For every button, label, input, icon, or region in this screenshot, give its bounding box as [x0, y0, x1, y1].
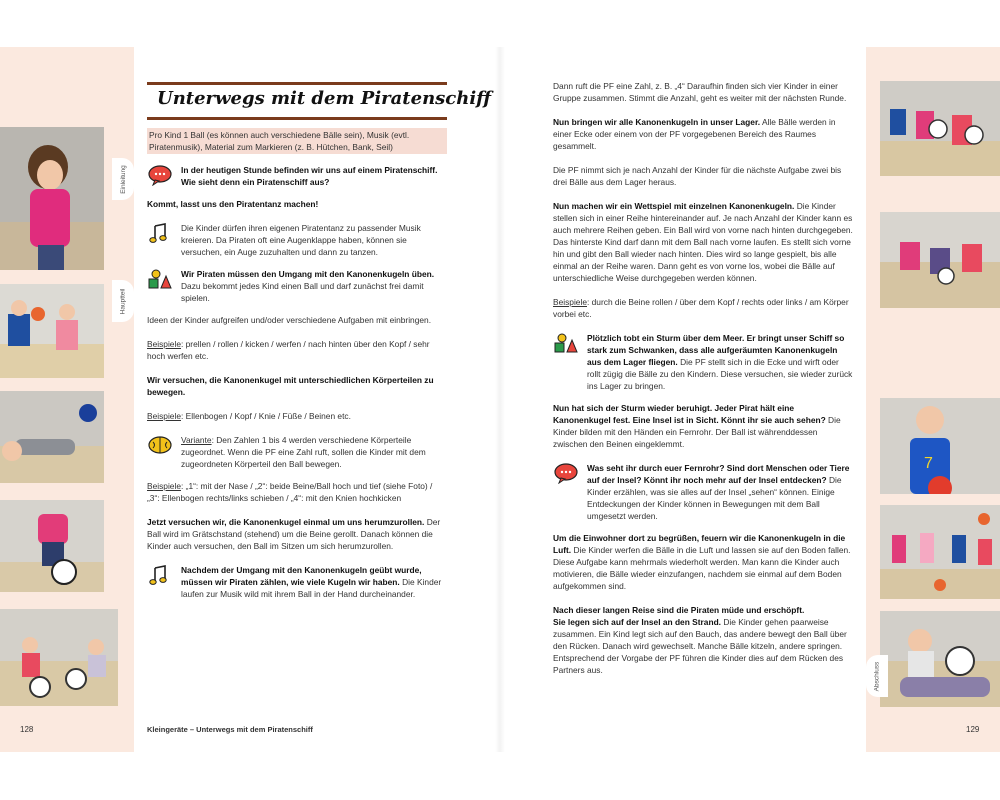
examples-right: Beispiele: durch die Beine rollen / über dem Kopf / rechts oder links / am Körper vorbei etc.: [553, 297, 849, 319]
body-parts-heading: Wir versuchen, die Kanonenkugel mit unterschiedlichen Körperteilen zu bewegen.: [147, 375, 434, 397]
storm-block: [553, 332, 853, 392]
roll-paragraph: Jetzt versuchen wir, die Kanonenkugel einmal um uns herumzurollen. Der Ball wird im Grätschstand (stehend) um die Beine gerollt. Danach können die Kinder auch versuchen, den Ball im Sitzen um sich herumzurollen.: [147, 517, 441, 551]
examples-3: Beispiele: „1“: mit der Nase / „2“: beide Beine/Ball hoch und tief (siehe Foto) / „3“: Ellenbogen rechts/links schieben / „4“: mit den Knien hochkicken: [147, 481, 433, 503]
calm-paragraph: Nun hat sich der Sturm wieder beruhigt. Jeder Pirat hält eine Kanonenkugel fest. Eine Insel ist in Sicht. Könnt ihr sie auch sehen? Die Kinder bilden mit den Händen ein Fernrohr. Der Ball ist währenddessen zwischen den Beinen eingeklemmt.: [553, 403, 841, 449]
dance-heading: Kommt, lasst uns den Piratentanz machen!: [147, 199, 319, 209]
photo-girl-covering-eye: [0, 127, 104, 270]
cannon-block: [147, 268, 447, 304]
dance-block: [147, 222, 447, 258]
see-text: Was seht ihr durch euer Fernrohr? Sind dort Menschen oder Tiere auf der Insel? Könnt ihr noch mehr auf der Insel entdecken? Die Kinder erzählen, was sie alles auf der Insel „sehen“ können. Einige Entdeckungen der Kinder können in Bewegungen mit dem Ball umgesetzt werden.: [587, 463, 850, 521]
photo-boy-telescope: [880, 398, 1000, 494]
see-block: [553, 462, 853, 522]
tired-paragraph: Nach dieser langen Reise sind die Piraten müde und erschöpft. Sie legen sich auf der Insel an den Strand. Die Kinder gehen paarweise zusammen. Ein Kind legt sich auf den Bauch, das andere bewegt den Ball über den Rücken. Danach wird gewechselt. Manche Bälle kitzeln, andere springen. Entsprechend der Vorgabe der PF führen die Kinder dies auf dem Rücken des Partners aus.: [553, 605, 847, 675]
variant-block: [147, 434, 447, 470]
balls-out-text: Die PF nimmt sich je nach Anzahl der Kinder für die nächste Aufgabe zwei bis drei Bälle aus dem Lager heraus.: [553, 165, 842, 187]
shapes-icon: [553, 332, 579, 354]
material-list: Pro Kind 1 Ball (es können auch verschiedene Bälle sein), Musik (evtl. Piratenmusik), Material zum Markieren (z. B. Hütchen, Bank, Seil): [147, 128, 447, 154]
photo-girl-bending-ball: [0, 500, 104, 592]
storm-text: Plötzlich tobt ein Sturm über dem Meer. Er bringt unser Schiff so stark zum Schwanken, dass alle aufgeräumten Kanonenkugeln aus dem Lager fliegen. Die PF stellt sich in die Ecke und wirft oder rollt zügig die Bälle zu den Kindern. Diese versuchen, sie wieder zurück ins Lager zu bringen.: [587, 333, 853, 391]
number-call-text: Dann ruft die PF eine Zahl, z. B. „4“ Daraufhin finden sich vier Kinder in einer Gruppe zusammen. Stimmt die Anzahl, geht es weiter mit der nächsten Runde.: [553, 81, 847, 103]
photo-massage-ball-back: [880, 611, 1000, 707]
right-text-column: [553, 80, 853, 688]
count-text: Nachdem der Umgang mit den Kanonenkugeln geübt wurde, müssen wir Piraten zählen, wie viele Kugeln wir haben. Die Kinder laufen zur Musik wild mit ihrem Ball in der Hand durcheinander.: [181, 565, 442, 599]
tab-hauptteil: Hauptteil: [112, 280, 134, 322]
left-text-column: [147, 128, 447, 610]
svg-text:7: 7: [924, 455, 933, 472]
examples-1: Beispiele: prellen / rollen / kicken / werfen / nach hinten über den Kopf / sehr hoch werfen etc.: [147, 339, 430, 361]
variant-text: Variante: Den Zahlen 1 bis 4 werden verschiedene Körperteile zugeordnet. Wenn die PF eine Zahl ruft, sollen die Kinder mit dem zugeordneten Körperteil den Ball bewegen.: [181, 435, 426, 469]
store-paragraph: Nun bringen wir alle Kanonenkugeln in unser Lager. Alle Bälle werden in einer Ecke oder einem von der PF vorgegebenen Bereich des Raumes gesammelt.: [553, 117, 836, 151]
left-page-number: 128: [20, 725, 34, 734]
page-title: Unterwegs mit dem Piratenschiff: [157, 88, 492, 109]
intro-block: [147, 164, 447, 188]
photo-children-sitting-balls: [0, 609, 118, 706]
greet-paragraph: Um die Einwohner dort zu begrüßen, feuern wir die Kanonenkugeln in die Luft. Die Kinder werfen die Bälle in die Luft und lassen sie auf den Boden fallen. Diese Aufgabe kann mehrmals wiederholt werden. Man kann die Kinder auch motivieren, die Bälle wieder einzufangen, nachdem sie einmal auf dem Boden aufgekommen sind.: [553, 533, 851, 591]
count-block: [147, 564, 447, 600]
speech-bubble-icon: [553, 462, 579, 484]
tab-abschluss: Abschluss: [866, 655, 888, 697]
music-note-icon: [147, 564, 173, 586]
intro-text: In der heutigen Stunde befinden wir uns auf einem Piratenschiff. Wie sieht denn ein Piratenschiff aus?: [181, 165, 438, 187]
tab-einleitung: Einleitung: [112, 158, 134, 200]
examples-2: Beispiele: Ellenbogen / Kopf / Knie / Füße / Beinen etc.: [147, 411, 351, 421]
dance-text: Die Kinder dürfen ihren eigenen Piratentanz zu passender Musik kreieren. Da Piraten oft eine Augenklappe haben, können sie versuchen, ein Auge zuzuhalten und dann zu tanzen.: [181, 223, 421, 257]
right-page-number: 129: [966, 725, 980, 734]
title-rule-top: [147, 82, 447, 85]
cannon-text: Wir Piraten müssen den Umgang mit den Kanonenkugeln üben. Dazu bekommt jedes Kind einen Ball und darf zunächst frei damit spielen.: [181, 269, 435, 303]
running-title: Kleingeräte – Unterwegs mit dem Piratenschiff: [147, 725, 313, 734]
photo-child-lying-ball: [0, 391, 104, 483]
music-note-icon: [147, 222, 173, 244]
shapes-icon: [147, 268, 173, 290]
brain-icon: [147, 434, 173, 456]
race-paragraph: Nun machen wir ein Wettspiel mit einzelnen Kanonenkugeln. Die Kinder stellen sich in einer Reihe hintereinander auf. Je nach Anzahl der Kinder kann es auch mehrere Reihen geben. Ein Ball wird von vorne nach hinten durchgegeben. Das hinterste Kind darf dann mit dem Ball nach vorne laufen. Es stellt sich vorne hin und gibt den Ball wieder nach hinten. Dies wird so lange gespielt, bis alle einmal an der Reihe waren. Dann geht es von vorne los, wobei die Bälle auf unterschiedliche Weise durchgegeben werden können.: [553, 201, 853, 283]
ideas-text: Ideen der Kinder aufgreifen und/oder verschiedene Aufgaben mit einbringen.: [147, 315, 432, 325]
book-gutter: [495, 47, 505, 752]
title-rule-bottom: [147, 117, 447, 120]
photo-children-throwing-balls: [880, 505, 1000, 599]
photo-group-balls: [880, 81, 1000, 176]
chapter-title-box: [147, 82, 492, 120]
photo-children-passing-ball: [880, 212, 1000, 308]
speech-bubble-icon: [147, 164, 173, 186]
photo-children-ball-play: [0, 284, 104, 378]
